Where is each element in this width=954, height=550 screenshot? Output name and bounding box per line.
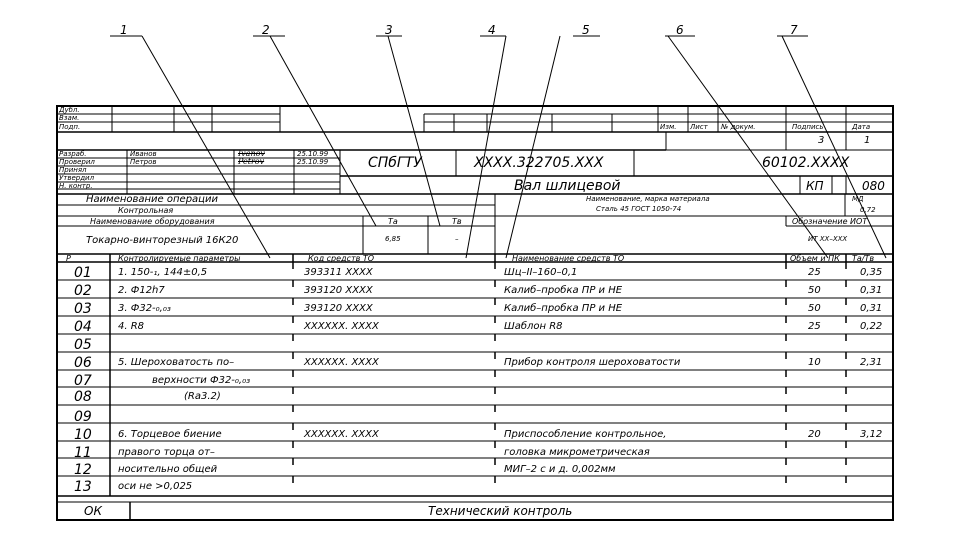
- material-label: Наименование, марка материала: [586, 195, 710, 203]
- header-doc: № докум.: [721, 123, 756, 131]
- role-prinyal: Принял: [59, 166, 87, 174]
- header-signature: Подпись: [792, 123, 824, 131]
- iot-label: Обозначение ИОТ: [792, 217, 868, 226]
- equipment-name: Токарно-винторезный 16К20: [86, 235, 239, 246]
- table-row-tool: МИГ–2 с и д. 0,002мм: [504, 464, 616, 475]
- col-header-r: Р: [66, 254, 71, 263]
- table-row-param: 6. Торцевое биение: [118, 429, 222, 440]
- callout-5: 5: [582, 23, 590, 37]
- role-nkontr: Н. контр.: [59, 182, 93, 190]
- role-razrab: Разраб.: [59, 150, 87, 158]
- table-row-number: 11: [74, 445, 92, 461]
- table-row-tool: Приспособление контрольное,: [504, 429, 667, 440]
- table-row-param: 3. Ф32-₀,₀₃: [118, 303, 171, 314]
- table-row-tool: Калиб–пробка ПР и НЕ: [504, 285, 623, 296]
- table-row-volume: 10: [808, 357, 821, 368]
- header-list: Лист: [690, 123, 708, 131]
- table-row-number: 05: [74, 337, 92, 353]
- signature-checker: Petrov: [238, 157, 265, 166]
- operation-name: Контрольная: [118, 206, 174, 215]
- table-row-param: носительно общей: [118, 464, 218, 475]
- table-row-volume: 50: [808, 285, 821, 296]
- table-row-tool: Прибор контроля шероховатости: [504, 357, 681, 368]
- label-podp: Подп.: [59, 123, 81, 131]
- table-row-tool: головка микрометрическая: [504, 447, 650, 458]
- table-row-time: 0,35: [860, 267, 883, 278]
- table-row-number: 06: [74, 355, 92, 371]
- organization: СПбГТУ: [368, 155, 422, 171]
- callout-3: 3: [385, 23, 393, 37]
- sheet-number: 3: [818, 135, 825, 146]
- table-row-code: 393120 ХХХХ: [304, 285, 373, 296]
- col-header-volume: Объем и ПК: [790, 254, 840, 263]
- table-row-code: 393120 ХХХХ: [304, 303, 373, 314]
- table-row-param: 1. 150-₁, 144±0,5: [118, 267, 208, 278]
- label-vzam: Взам.: [59, 114, 80, 122]
- callout-1: 1: [120, 23, 128, 37]
- col-header-params: Контролируемые параметры: [118, 254, 241, 263]
- callout-4: 4: [488, 23, 496, 37]
- table-row-volume: 25: [808, 267, 821, 278]
- table-row-number: 04: [74, 319, 92, 335]
- col-header-time: Та/Тв: [852, 254, 875, 263]
- name-developer: Иванов: [130, 150, 157, 158]
- callout-leaders: [110, 36, 886, 258]
- table-row-number: 12: [74, 462, 92, 478]
- table-row-time: 0,22: [860, 321, 883, 332]
- ta-value: 6,85: [385, 235, 401, 243]
- table-row-code: ХХХХХХ. ХХХХ: [304, 429, 379, 440]
- header-izm: Изм.: [660, 123, 677, 131]
- table-row-code: ХХХХХХ. ХХХХ: [304, 321, 379, 332]
- table-row-number: 13: [74, 479, 92, 495]
- table-row-param: 4. R8: [118, 321, 145, 332]
- footer-code: ОК: [84, 504, 102, 518]
- callout-7: 7: [790, 23, 798, 37]
- role-proveril: Проверил: [59, 158, 95, 166]
- date-checker: 25.10.99: [297, 158, 329, 166]
- table-row-code: ХХХХХХ. ХХХХ: [304, 357, 379, 368]
- table-row-volume: 50: [808, 303, 821, 314]
- table-row-number: 01: [74, 265, 92, 281]
- doc-number: ХХХХ.322705.ХХХ: [474, 155, 604, 171]
- table-row-number: 08: [74, 389, 92, 405]
- label-dubl: Дубл.: [59, 106, 80, 114]
- iot-value: ИТ ХХ–ХХХ: [808, 235, 848, 243]
- table-row-number: 10: [74, 427, 92, 443]
- top-left-block: [57, 106, 280, 132]
- page-code: 080: [862, 179, 885, 193]
- operation-name-label: Наименование операции: [86, 194, 218, 205]
- name-checker: Петров: [130, 158, 157, 166]
- table-row-number: 03: [74, 301, 92, 317]
- table-row-time: 2,31: [860, 357, 883, 368]
- doc-code: 60102.ХХХХ: [762, 155, 850, 171]
- footer-title: Технический контроль: [428, 504, 573, 518]
- part-name: Вал шлицевой: [514, 178, 621, 194]
- table-row-param: правого торца от–: [118, 447, 215, 458]
- table-row-param: (Ra3.2): [184, 391, 221, 402]
- callout-6: 6: [676, 23, 684, 37]
- revision-block: [57, 106, 893, 150]
- tv-label: Тв: [452, 217, 462, 226]
- callout-2: 2: [262, 23, 270, 37]
- role-utverdil: Утвердил: [59, 174, 95, 182]
- col-header-tool: Наименование средств ТО: [512, 254, 625, 263]
- table-row-number: 02: [74, 283, 92, 299]
- table-row-number: 09: [74, 409, 92, 425]
- table-row-time: 0,31: [860, 285, 883, 296]
- table-row-volume: 25: [808, 321, 821, 332]
- header-date: Дата: [852, 123, 871, 131]
- table-row-param: 5. Шероховатость по–: [118, 357, 235, 368]
- table-row-number: 07: [74, 373, 92, 389]
- md-label: МД: [852, 195, 864, 203]
- table-row-tool: Шаблон R8: [504, 321, 563, 332]
- table-row-time: 3,12: [860, 429, 883, 440]
- table-row-param: верхности Ф32-₀,₀₃: [152, 375, 251, 386]
- table-row-tool: Шц–II–160–0,1: [504, 267, 578, 278]
- table-row-time: 0,31: [860, 303, 883, 314]
- equipment-label: Наименование оборудования: [90, 217, 215, 226]
- table-row-code: 393311 ХХХХ: [304, 267, 373, 278]
- signature-developer: Ivanov: [238, 149, 265, 158]
- sheets-total: 1: [864, 135, 871, 146]
- col-header-code: Код средств ТО: [308, 254, 375, 263]
- md-value: 0,72: [860, 206, 876, 214]
- tv-value: –: [455, 235, 459, 243]
- table-row-param: 2. Ф12h7: [118, 285, 165, 296]
- table-row-param: оси не >0,025: [118, 481, 193, 492]
- table-row-volume: 20: [808, 429, 821, 440]
- material-value: Сталь 45 ГОСТ 1050-74: [596, 205, 682, 213]
- doc-type: КП: [806, 179, 824, 193]
- ta-label: Та: [388, 217, 398, 226]
- table-row-tool: Калиб–пробка ПР и НЕ: [504, 303, 623, 314]
- date-developer: 25.10.99: [297, 150, 329, 158]
